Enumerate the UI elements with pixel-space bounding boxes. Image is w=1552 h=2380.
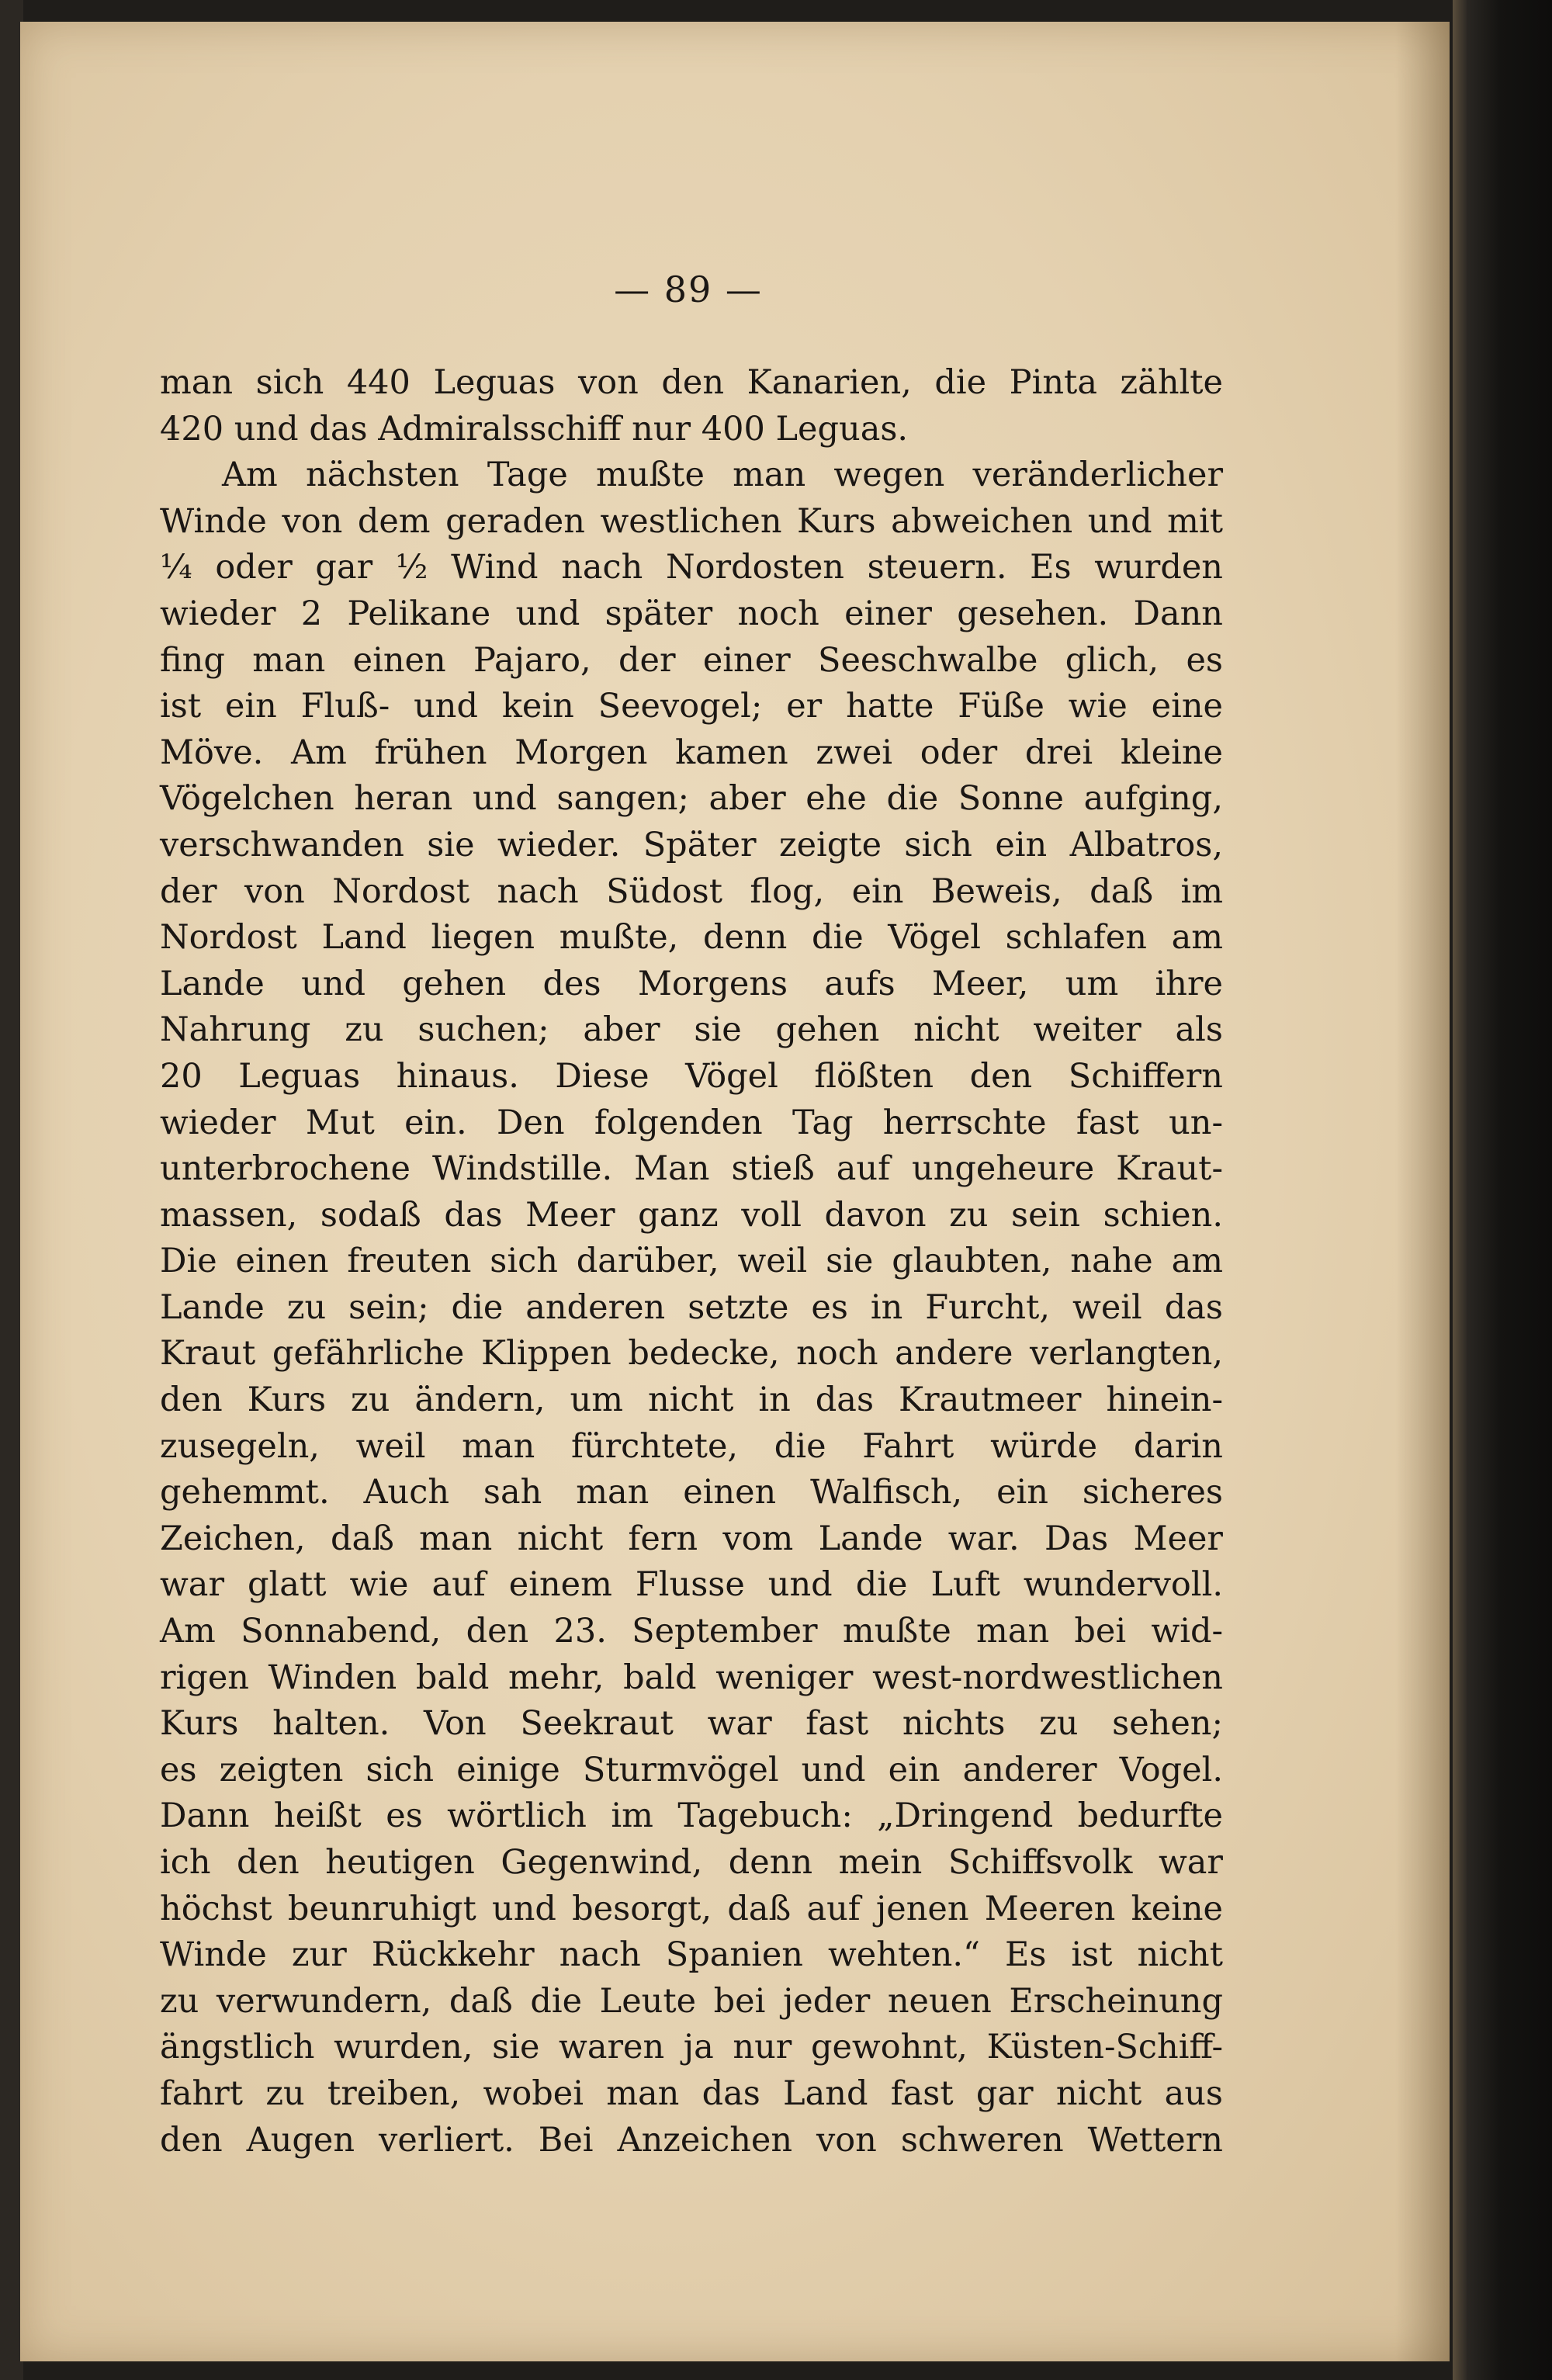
text-line: Am nächsten Tage mußte man wegen veränderlicher	[222, 456, 1223, 495]
text-line: massen, sodaß das Meer ganz voll davon zu sein schien.	[160, 1195, 1223, 1235]
text-line: der von Nordost nach Südost flog, ein Beweis, daß im	[160, 871, 1223, 911]
text-line: Kraut gefährliche Klippen bedecke, noch andere verlangten,	[160, 1334, 1223, 1374]
text-line: Vögelchen heran und sangen; aber ehe die Sonne aufging,	[160, 779, 1223, 819]
text-line: es zeigten sich einige Sturmvögel und ein anderer Vogel.	[160, 1750, 1223, 1789]
page-number: — 89 —	[614, 268, 763, 310]
text-line: gehemmt. Auch sah man einen Walfisch, ein sicheres	[160, 1473, 1223, 1512]
text-line: rigen Winden bald mehr, bald weniger west-nordwestlichen	[160, 1658, 1223, 1697]
text-line: war glatt wie auf einem Flusse und die Luft wundervoll.	[160, 1565, 1223, 1605]
text-line: Nordost Land liegen mußte, denn die Vögel schlafen am	[160, 918, 1223, 958]
text-line: Winde zur Rückkehr nach Spanien wehten.“ Es ist nicht	[160, 1935, 1223, 1975]
text-line: Nahrung zu suchen; aber sie gehen nicht weiter als	[160, 1010, 1223, 1050]
text-line: Winde von dem geraden westlichen Kurs abweichen und mit	[160, 501, 1223, 541]
text-line: ängstlich wurden, sie waren ja nur gewohnt, Küsten-Schiff-	[160, 2028, 1223, 2067]
text-line: 20 Leguas hinaus. Diese Vögel flößten den Schiffern	[160, 1056, 1223, 1096]
book-page	[20, 22, 1450, 2361]
text-line: Am Sonnabend, den 23. September mußte man bei wid-	[160, 1612, 1223, 1651]
text-line: den Augen verliert. Bei Anzeichen von schweren Wettern	[160, 2120, 1223, 2160]
text-line: Möve. Am frühen Morgen kamen zwei oder drei kleine	[160, 733, 1223, 772]
text-line: fing man einen Pajaro, der einer Seeschwalbe glich, es	[160, 640, 1223, 680]
body-text	[160, 360, 1223, 2163]
text-line: ¼ oder gar ½ Wind nach Nordosten steuern. Es wurden	[160, 548, 1223, 587]
book-cover	[1467, 0, 1552, 2380]
text-line: Zeichen, daß man nicht fern vom Lande war. Das Meer	[160, 1519, 1223, 1558]
text-line: 420 und das Admiralsschiff nur 400 Leguas.	[160, 409, 909, 449]
text-line: ist ein Fluß- und kein Seevogel; er hatte Füße wie eine	[160, 687, 1223, 726]
text-line: zusegeln, weil man fürchtete, die Fahrt würde darin	[160, 1426, 1223, 1466]
page-edge-shadow	[1453, 0, 1467, 2380]
text-line: wieder Mut ein. Den folgenden Tag herrschte fast un-	[160, 1103, 1223, 1142]
text-line: verschwanden sie wieder. Später zeigte sich ein Albatros,	[160, 825, 1223, 864]
text-line: Lande zu sein; die anderen setzte es in Furcht, weil das	[160, 1287, 1223, 1327]
text-line: Dann heißt es wörtlich im Tagebuch: „Dringend bedurfte	[160, 1796, 1223, 1836]
text-line: man sich 440 Leguas von den Kanarien, die Pinta zählte	[160, 363, 1223, 402]
text-line: den Kurs zu ändern, um nicht in das Krautmeer hinein-	[160, 1381, 1223, 1420]
text-line: Die einen freuten sich darüber, weil sie glaubten, nahe am	[160, 1242, 1223, 1281]
text-line: fahrt zu treiben, wobei man das Land fast gar nicht aus	[160, 2073, 1223, 2113]
text-line: unterbrochene Windstille. Man stieß auf ungeheure Kraut-	[160, 1149, 1223, 1189]
text-line: Lande und gehen des Morgens aufs Meer, um ihre	[160, 964, 1223, 1003]
text-line: Kurs halten. Von Seekraut war fast nichts zu sehen;	[160, 1704, 1223, 1744]
text-line: wieder 2 Pelikane und später noch einer gesehen. Dann	[160, 594, 1223, 633]
text-line: zu verwundern, daß die Leute bei jeder neuen Erscheinung	[160, 1981, 1223, 2021]
text-line: ich den heutigen Gegenwind, denn mein Schiffsvolk war	[160, 1843, 1223, 1882]
text-line: höchst beunruhigt und besorgt, daß auf jenen Meeren keine	[160, 1889, 1223, 1928]
